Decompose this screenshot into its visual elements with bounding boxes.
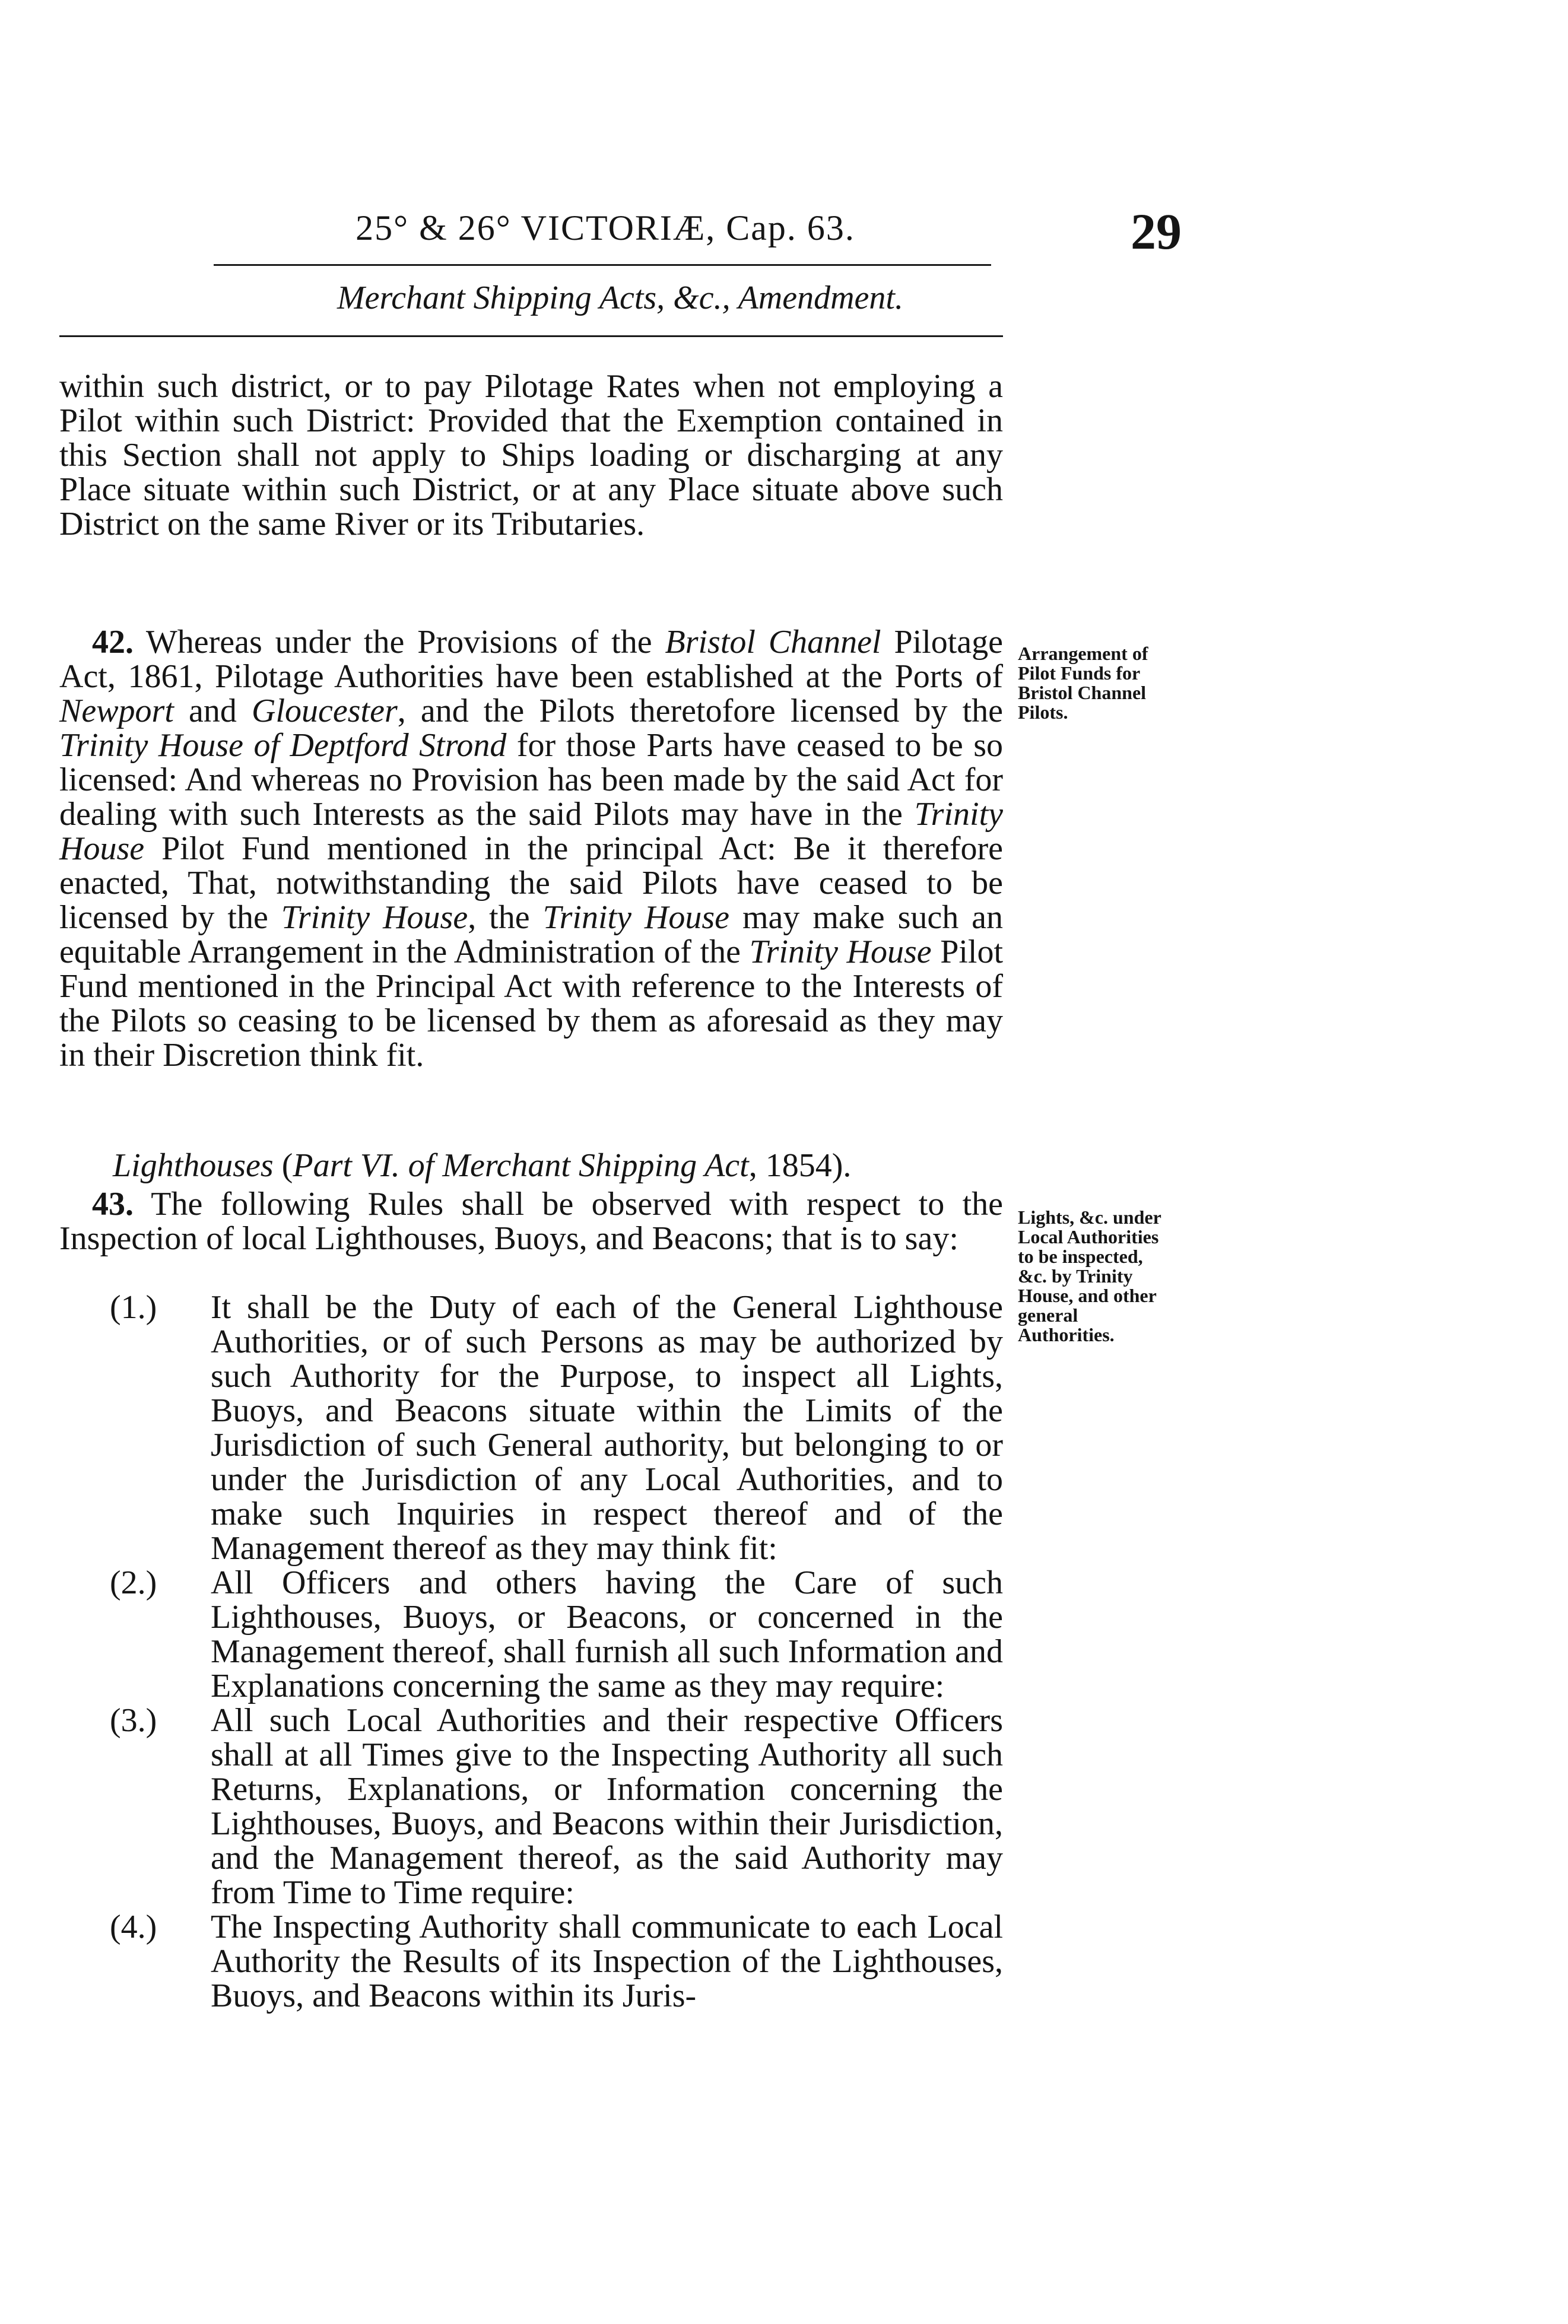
section-43-intro-text: The following Rules shall be observed with respect to the Inspection of local Lighthouses, Buoys, and Beacons; that is to say: bbox=[59, 1186, 1003, 1257]
continued-paragraph bbox=[59, 369, 1003, 541]
rule-item bbox=[110, 1290, 1003, 1566]
section-42-italic-7: Trinity House bbox=[542, 899, 729, 936]
section-43-number: 43. bbox=[92, 1186, 134, 1223]
lighthouses-heading-italic-b: Part VI. of Merchant Shipping Act bbox=[293, 1147, 749, 1184]
section-42 bbox=[59, 625, 1003, 1072]
header-rule-top bbox=[214, 264, 991, 266]
section-43-margin-note: Lights, &c. under Local Authorities to be inspected, &c. by Trinity House, and other general Authorities. bbox=[1018, 1207, 1161, 1345]
running-head: 25° & 26° VICTORIÆ, Cap. 63. bbox=[356, 208, 855, 247]
section-42-margin-note: Arrangement of Pilot Funds for Bristol Channel Pilots. bbox=[1018, 643, 1148, 723]
continued-paragraph-text: within such district, or to pay Pilotage Rates when not employing a Pilot within such District: Provided that the Exemption contained in this Section shall not apply to Ships loading or discharging at any Place situate within such District, or at any Place situate above such District on the same River or its Tributaries. bbox=[59, 368, 1003, 542]
rule-item bbox=[110, 1910, 1003, 2013]
rule-text: The Inspecting Authority shall communicate to each Local Authority the Results of its Inspection of the Lighthouses, Buoys, and Beacons within its Juris- bbox=[211, 1909, 1003, 2014]
lighthouses-heading bbox=[113, 1147, 1003, 1185]
lighthouses-heading-text-a: ( bbox=[273, 1147, 293, 1184]
section-42-text-7: , the bbox=[468, 899, 543, 936]
section-42-text-2: Pilotage Act, 1861, Pilotage Authorities have been established at the Ports of bbox=[59, 624, 1004, 695]
section-42-italic-3: Gloucester bbox=[252, 693, 398, 729]
section-42-text-5: for those Parts have ceased to be so licensed: And whereas no Provision has been made by the said Act for dealing with such Interests as the said Pilots may have in the bbox=[59, 727, 1003, 833]
section-42-italic-4: Trinity House of Deptford Strond bbox=[59, 727, 507, 764]
lighthouses-heading-text-b: , 1854). bbox=[748, 1147, 852, 1184]
rule-number: (2.) bbox=[110, 1564, 157, 1601]
section-42-number: 42. bbox=[92, 624, 134, 661]
section-42-text-6: Pilot Fund mentioned in the principal Act: Be it therefore enacted, That, notwithstanding the said Pilots have ceased to be licensed by the bbox=[59, 830, 1003, 936]
section-42-text-9: Pilot Fund mentioned in the Principal Act with reference to the Interests of the Pilots so ceasing to be licensed by them as aforesaid as they may in their Discretion think fit. bbox=[59, 934, 1004, 1074]
rule-text: All such Local Authorities and their respective Officers shall at all Times give to the Inspecting Authority all such Returns, Explanations, or Information concerning the Lighthouses, Buoys, and Beacons within their Jurisdiction, and the Management thereof, as the said Authority may from Time to Time require: bbox=[211, 1702, 1003, 1911]
section-42-text-3: and bbox=[173, 693, 252, 729]
rule-number: (4.) bbox=[110, 1909, 157, 1945]
section-42-text-4: , and the Pilots theretofore licensed by the bbox=[397, 693, 1004, 729]
section-42-italic-2: Newport bbox=[59, 693, 174, 729]
header-rule-bottom bbox=[59, 335, 1003, 337]
rule-number: (3.) bbox=[110, 1702, 157, 1739]
section-43-intro bbox=[59, 1187, 1003, 1256]
section-42-italic-8: Trinity House bbox=[749, 934, 932, 970]
rule-item bbox=[110, 1566, 1003, 1703]
rule-text: All Officers and others having the Care of such Lighthouses, Buoys, or Beacons, or concerned in the Management thereof, shall furnish all such Information and Explanations concerning the same as they may require: bbox=[211, 1564, 1003, 1704]
section-42-italic-1: Bristol Channel bbox=[665, 624, 881, 661]
section-43-rules bbox=[110, 1290, 1003, 2013]
rule-item bbox=[110, 1703, 1003, 1910]
section-42-text-8: may make such an equitable Arrangement in the Administration of the bbox=[59, 899, 1004, 970]
section-43-intro-paragraph bbox=[59, 1187, 1003, 1256]
rule-number: (1.) bbox=[110, 1289, 157, 1326]
section-42-italic-6: Trinity House bbox=[281, 899, 468, 936]
page-number: 29 bbox=[1131, 203, 1182, 260]
section-42-paragraph bbox=[59, 625, 1003, 1072]
rule-text: It shall be the Duty of each of the General Lighthouse Authorities, or of such Persons as may be authorized by such Authority for the Purpose, to inspect all Lights, Buoys, and Beacons situate within the Limits of the Jurisdiction of such General authority, but belonging to or under the Jurisdiction of any Local Authorities, and to make such Inquiries in respect thereof and of the Management thereof as they may think fit: bbox=[211, 1289, 1003, 1567]
lighthouses-heading-italic-a: Lighthouses bbox=[113, 1147, 274, 1184]
running-subtitle: Merchant Shipping Acts, &c., Amendment. bbox=[337, 280, 903, 316]
section-42-italic-5: Trinity House bbox=[59, 796, 1003, 867]
section-42-text-1: Whereas under the Provisions of the bbox=[145, 624, 665, 661]
